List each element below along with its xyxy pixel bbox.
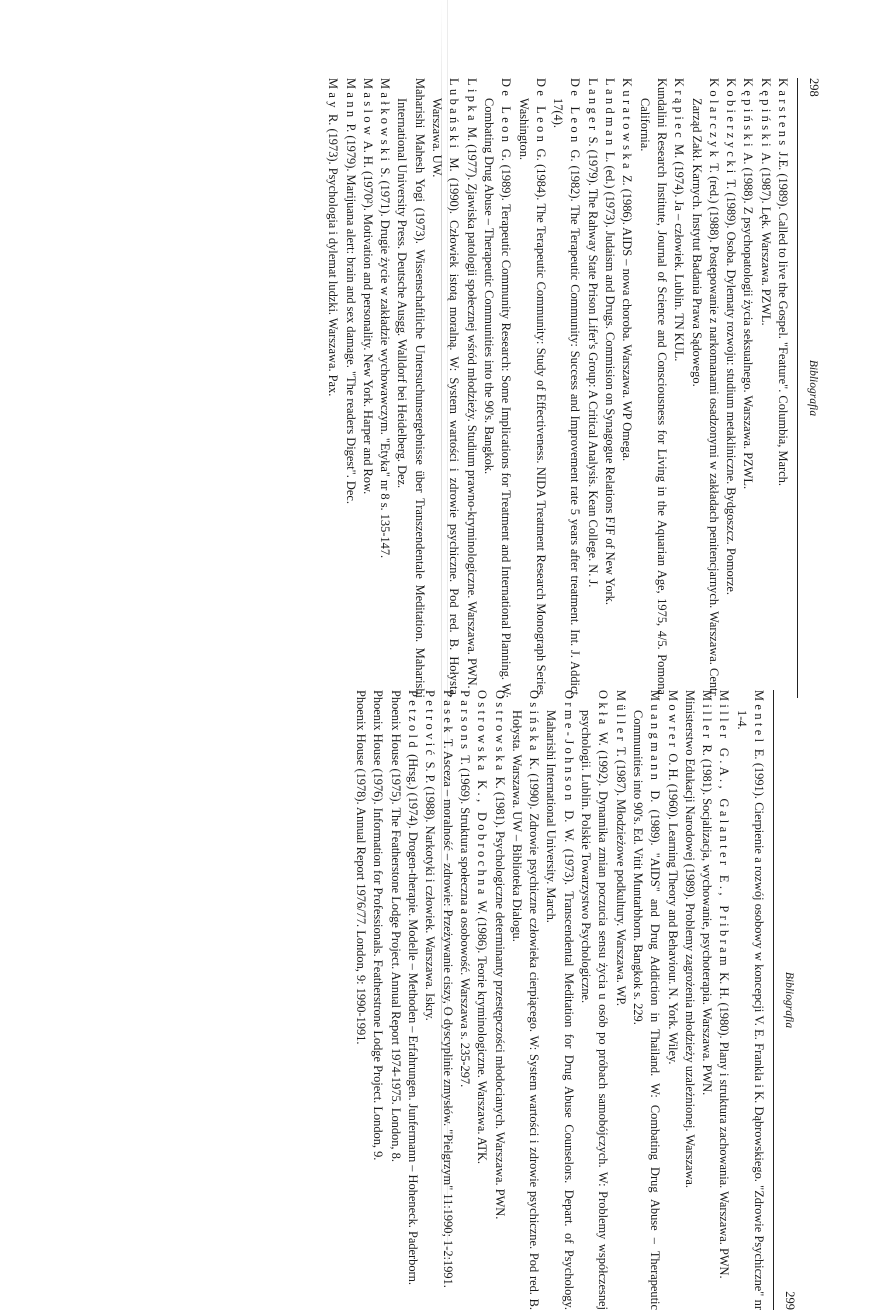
bibliography-entry [386, 690, 403, 1310]
entry-author: Mowrer [665, 690, 680, 751]
bibliography-entry [774, 78, 791, 698]
entry-author: Osińska [527, 690, 542, 754]
entry-text: D. (1989). "AIDS" and Drug Addiction in Thailand. W: Combating Drug Abuse – Therapeutic Communities into 90's. Ed. Vitit Muntarbhorn. Bangkok s. 229. [630, 710, 663, 1310]
left-header-rule [797, 78, 798, 698]
entry-author: Kolarczyk [706, 78, 721, 161]
entry-author: Pasek [440, 690, 455, 736]
entry-text: M. (1977). Zjawiska patologii społecznej wśród młodzieży. Studium prawno-kryminologiczne. Warszawa. PWN. [464, 123, 479, 689]
entry-text: W. (1986). Teorie kryminologiczne. Warszawa. ATK. [475, 897, 490, 1165]
entry-text: (Hrsg.) (1974). Drogen-therapie. Modelle – Methoden – Erfahrungen. Junfermann – Hoheneck. Paderborn. [406, 750, 421, 1285]
bibliography-entry [542, 690, 577, 1310]
right-running-title: Bibliografia [783, 971, 795, 1029]
entry-author: Krąpiec [672, 78, 687, 142]
entry-author: Maslow [360, 78, 375, 139]
entry-text: Z. (1986). AIDS – nowa choroba. Warszawa. WP Omega. [620, 171, 635, 462]
entry-author: Petzold [406, 690, 421, 751]
entry-text: O. H. (1960). Learning Theory and Behaviour. N. York. Wiley. [665, 750, 680, 1065]
entry-text: Phoenix House (1976). Information for Professionals. Featherstrone Lodge Project. London, 9. [371, 690, 386, 1161]
entry-author: Muangmann [648, 690, 663, 784]
entry-text: P. (1979). Marijuana alert: brain and sex damage. "The readers Digest". Dec. [343, 120, 358, 504]
bibliography-entry [480, 78, 515, 698]
entry-text: M. (1974). Ja – człowiek. Lublin. TN KUL. [672, 141, 687, 362]
bibliography-entry [715, 690, 732, 1310]
bibliography-entry [508, 690, 543, 1310]
bibliography-entry [393, 78, 428, 698]
entry-text: T. Asceza – moralność – zdrowie: Przeżywanie ciszy, O dyscyplinie zmysłów. "Pielgrzym" 11:1990; 1-2:1991. [440, 735, 455, 1288]
entry-text: G. (1984). The Terapeutic Community: Study of Effectiveness. NIDA Treatment Research Monograph Series. Washington. [516, 98, 548, 698]
entry-text: S. (1979). The Rahway State Prison Lifer's Group: A Critical Analysis. Kean College. N. J. [585, 133, 600, 588]
bibliography-entry [369, 690, 386, 1310]
entry-author: Petrović [423, 690, 438, 759]
bibliography-entry [611, 690, 628, 1310]
entry-author: Miller [700, 690, 715, 742]
entry-text: K. H. (1980). Plany i struktura zachowania. Warszawa. PWN. [717, 969, 732, 1279]
bibliography-entry [618, 78, 635, 698]
entry-text: Ministerstwo Edukacji Narodowej (1989). Problemy zagrożenia młodzieży uzależnionej. Warszawa. [682, 690, 697, 1189]
bibliography-entry [359, 78, 376, 698]
bibliography-entry [490, 690, 507, 1310]
bibliography-entry [341, 78, 358, 698]
entry-author: De Leon [568, 78, 583, 146]
bibliography-entry [732, 690, 767, 1310]
bibliography-entry [577, 690, 612, 1310]
entry-text: D. W. (1973). Transcendental Meditation for Drug Abuse Counselors. Depart. of Psychology. Maharishi International University. March. [544, 710, 576, 1310]
entry-text: J.E. (1989). Called to live the Gospel. "Feature". Columbia, March. [776, 148, 790, 486]
entry-text: A. H. (1970²). Motivation and personality. New York. Harper and Row. [360, 138, 375, 495]
entry-text: R. (1981). Socjalizacja, wychowanie, psychoterapia. Warszawa. PWN. [700, 741, 715, 1096]
left-page-header [804, 78, 822, 698]
bibliography-entry [635, 78, 670, 698]
entry-author: Lipka [464, 78, 479, 124]
entry-author: Okła [596, 690, 611, 728]
entry-text: T. (1969). Struktura społeczna a osobowość. Warszawa s. 235-297. [457, 752, 472, 1088]
entry-text: L. (ed.) (1973). Judaism and Drugs. Commision on Synagogue Relations FJF of New York. [603, 148, 618, 605]
bibliography-entry [456, 690, 473, 1310]
bibliography-entry [739, 78, 756, 698]
entry-author: Ostrowska K., Dobrochna [475, 690, 490, 898]
bibliography-entry [549, 78, 584, 698]
entry-author: Lubański [447, 78, 462, 152]
bibliography-entry [756, 78, 773, 698]
bibliography-entry [698, 690, 715, 1310]
entry-text: W. (1992). Dynamika zmian poczucia sensu życia u osób po próbach samobójczych. W: Problemy współczesnej psychologii. Lublin. Polskie Towarzystwo Psychologiczne. [579, 710, 611, 1310]
entry-author: Mentel [752, 690, 766, 746]
bibliography-entry [601, 78, 618, 698]
entry-text: T. (1989). Osoba. Dylematy rozwoju: studium metakliniczne. Bydgoszcz. Pomorze. [724, 176, 739, 595]
bibliography-entry [629, 690, 664, 1310]
bibliography-entry [462, 78, 479, 698]
bibliography-entry [438, 690, 455, 1310]
bibliography-entry [404, 690, 421, 1310]
entry-author: Landman [603, 78, 618, 149]
entry-text: Phoenix House (1975). The Featherstone Lodge Project. Annual Report 1974-1975. London, 8. [388, 690, 403, 1162]
bibliography-entry [681, 690, 698, 1310]
entry-text: G. (1982). The Terapeutic Community: Success and Improvement rate 5 years after treatment. Int. J. Addict. 17(4). [551, 98, 583, 698]
left-bibliography-list [324, 78, 791, 698]
entry-author: De Leon [533, 78, 548, 146]
entry-text: G. (1989). Terapeutic Community Research: Some Implications for Treatment and International Planning. W: Combating Drug Abuse – Therapeutic Communities into the 90's. Bangkok. [481, 98, 514, 699]
right-page-number: 299 [783, 1291, 797, 1310]
bibliography-entry [670, 78, 687, 698]
bibliography-entry [583, 78, 600, 698]
right-page-header [780, 690, 798, 1310]
entry-author: Orme-Johnson [561, 690, 576, 804]
entry-text: A. (1987). Lęk. Warszawa. PZWL. [758, 149, 773, 326]
entry-author: Karstens [776, 78, 790, 149]
entry-author: Mann [343, 78, 358, 121]
entry-author: Kępiński [741, 78, 756, 150]
right-bibliography-list [352, 690, 767, 1310]
entry-author: Kuratowska [620, 78, 635, 172]
bibliography-entry [376, 78, 393, 698]
bibliography-entry [473, 690, 490, 1310]
entry-author: Kobierzycki [724, 78, 739, 177]
entry-author: Langer [585, 78, 600, 134]
entry-author: Müller [613, 690, 628, 745]
bibliography-entry [663, 690, 680, 1310]
bibliography-entry [722, 78, 739, 698]
entry-text: Kundalini Research Institute, Journal of Science and Consciousness for Living in the Aquarian Age, 1975, 4/5. Pomona. California. [637, 78, 669, 698]
entry-text: S. P. (1988). Narkotyki i człowiek. Warszawa. Iskry. [423, 758, 438, 1021]
bibliography-entry [421, 690, 438, 1310]
bibliography-entry [352, 690, 369, 1310]
entry-author: Małkowski [378, 78, 393, 165]
bibliography-entry [514, 78, 549, 698]
entry-text: S. (1971). Drugie życie w zakładzie wychowawczym. "Etyka" nr 8 s. 135-147. [378, 164, 393, 559]
left-running-title: Bibliografia [807, 359, 819, 417]
entry-text: R. (1973). Psychologia i dylemat ludzki. Warszawa. Pax. [326, 110, 341, 397]
entry-text: T. (1987). Młodzieżowe podkultury. Warszawa. WP. [613, 744, 628, 1007]
entry-author: May [326, 78, 341, 111]
left-page [324, 78, 822, 698]
left-page-number: 298 [807, 78, 821, 97]
bibliography-entry [428, 78, 463, 698]
entry-text: K. (1990). Zdrowie psychiczne człowieka cierpiącego. W: System wartości i zdrowie psychiczne. Pod red. B. Hołysta. Warszawa. UW – Biblioteka Dialogu. [509, 710, 542, 1310]
entry-text: A. (1988). Z psychopatologii życia seksualnego. Warszawa. PZWL. [741, 149, 756, 490]
bibliography-entry [324, 78, 341, 698]
entry-text: Maharishi Mahesh Yogi (1973). Wissenschaftliche Untersuchunsergebnisse über Transzendentale Meditation. Maharishi International University Press. Deutsche Ausgg. Walldorf bei Heidelberg. Dez. [395, 78, 427, 698]
entry-author: Kępiński [758, 78, 773, 150]
entry-author: Miller G.A., Galanter E., Pribram [717, 690, 732, 970]
entry-text: T. (red.) (1988). Postępowanie z narkomanami osadzonymi w zakładach penitencjarnych. Warszawa. Centr. Zarząd Zakł. Karnych. Instytut Badania Prawa Sądowego. [689, 98, 721, 698]
entry-author: Ostrowska [492, 690, 507, 774]
entry-text: K. (1981). Psychologiczne determinanty przestępczości młodocianych. Warszawa. PWN. [492, 773, 507, 1220]
entry-text: Phoenix House (1978). Annual Report 1976/77. London, 9: 1990-1991. [354, 690, 369, 1045]
right-page [352, 690, 798, 1310]
entry-author: Parsons [457, 690, 472, 753]
entry-text: E. (1991). Cierpienie a rozwój osobowy w koncepcji V. E. Frankla i K. Dąbrowskiego. "Zdrowie Psychiczne" nr 1-4. [734, 710, 766, 1310]
entry-author: De Leon [499, 78, 514, 146]
bibliography-entry [687, 78, 722, 698]
entry-text: M. (1990). Człowiek istotą moralną. W: System wartości i zdrowie psychiczne. Pod red. B. Hołysta. Warszawa. UW. [430, 98, 462, 698]
right-header-rule [773, 690, 774, 1310]
